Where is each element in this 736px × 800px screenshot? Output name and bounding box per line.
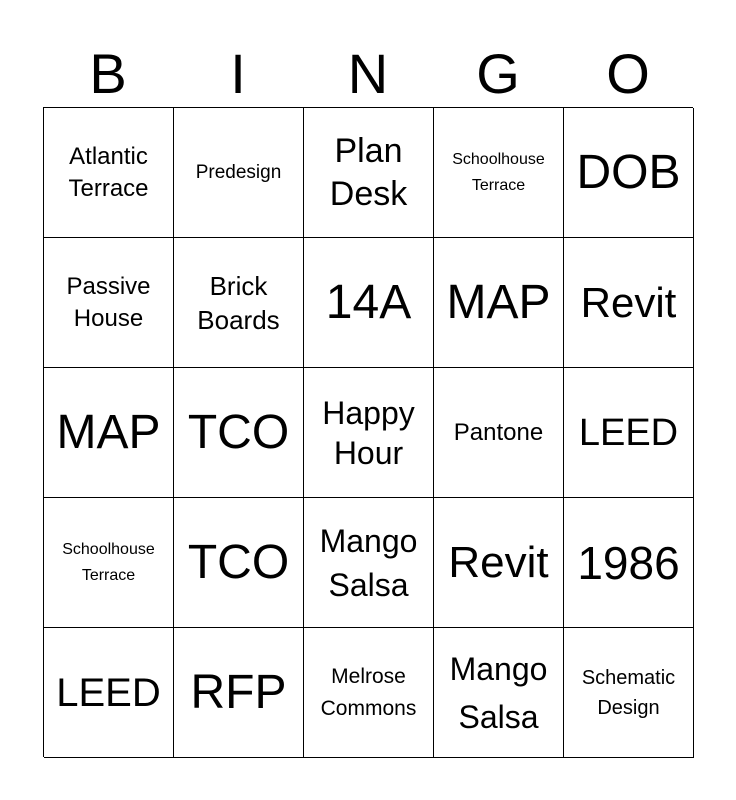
header-letter-b: B	[89, 42, 127, 105]
bingo-cell-r2c2[interactable]	[174, 238, 304, 368]
cell-label: Plan Desk	[329, 131, 408, 213]
cell-label: LEED	[578, 411, 679, 454]
bingo-cell-r4c3[interactable]	[304, 498, 434, 628]
bingo-cell-r2c3[interactable]	[304, 238, 434, 368]
cell-label: 1986	[577, 536, 680, 589]
cell-label: Revit	[448, 537, 549, 587]
cell-label: DOB	[576, 145, 681, 199]
header-letter-n: N	[347, 42, 389, 105]
cell-label: Schoolhouse Terrace	[452, 150, 545, 194]
bingo-cell-r5c4[interactable]	[434, 628, 564, 758]
bingo-cell-r4c5[interactable]	[564, 498, 694, 628]
bingo-cell-r1c4[interactable]	[434, 108, 564, 238]
cell-label: Atlantic Terrace	[68, 142, 149, 202]
bingo-cell-r3c3[interactable]	[304, 368, 434, 498]
cell-label: TCO	[187, 535, 290, 589]
bingo-cell-r1c3[interactable]	[304, 108, 434, 238]
cell-label: MAP	[446, 275, 551, 329]
bingo-cell-r4c1[interactable]	[44, 498, 174, 628]
cell-label: Passive House	[66, 272, 151, 332]
cell-label: RFP	[190, 665, 287, 719]
bingo-cell-r5c3[interactable]	[304, 628, 434, 758]
bingo-cell-r5c1[interactable]	[44, 628, 174, 758]
cell-label: Schematic Design	[581, 666, 676, 719]
bingo-cell-r1c2[interactable]	[174, 108, 304, 238]
cell-label: LEED	[56, 670, 161, 715]
cell-label: Revit	[580, 278, 677, 326]
cell-label: Mango Salsa	[449, 650, 548, 735]
bingo-cell-r3c1[interactable]	[44, 368, 174, 498]
bingo-cell-r1c1[interactable]	[44, 108, 174, 238]
header-letter-i: I	[230, 42, 246, 105]
bingo-cell-r2c4[interactable]	[434, 238, 564, 368]
cell-label: 14A	[325, 275, 412, 329]
cell-label: Schoolhouse Terrace	[62, 540, 155, 584]
cell-label: Brick Boards	[197, 270, 280, 335]
cell-label: Melrose Commons	[320, 664, 417, 720]
bingo-cell-r3c4[interactable]	[434, 368, 564, 498]
header-letter-o: O	[606, 42, 650, 105]
bingo-board	[43, 107, 693, 757]
cell-label: Happy Hour	[322, 394, 415, 471]
bingo-cell-r3c5[interactable]	[564, 368, 694, 498]
bingo-cell-r3c2[interactable]	[174, 368, 304, 498]
cell-label: Mango Salsa	[319, 522, 418, 603]
bingo-cell-r5c2[interactable]	[174, 628, 304, 758]
cell-label: Predesign	[195, 161, 282, 183]
bingo-cell-r5c5[interactable]	[564, 628, 694, 758]
cell-label: MAP	[56, 405, 161, 459]
bingo-cell-r4c4[interactable]	[434, 498, 564, 628]
bingo-cell-r4c2[interactable]	[174, 498, 304, 628]
bingo-header	[43, 40, 693, 108]
cell-label: TCO	[187, 405, 290, 459]
bingo-cell-r2c5[interactable]	[564, 238, 694, 368]
bingo-cell-r2c1[interactable]	[44, 238, 174, 368]
cell-label: Pantone	[453, 418, 544, 446]
bingo-cell-r1c5[interactable]	[564, 108, 694, 238]
header-letter-g: G	[476, 42, 520, 105]
